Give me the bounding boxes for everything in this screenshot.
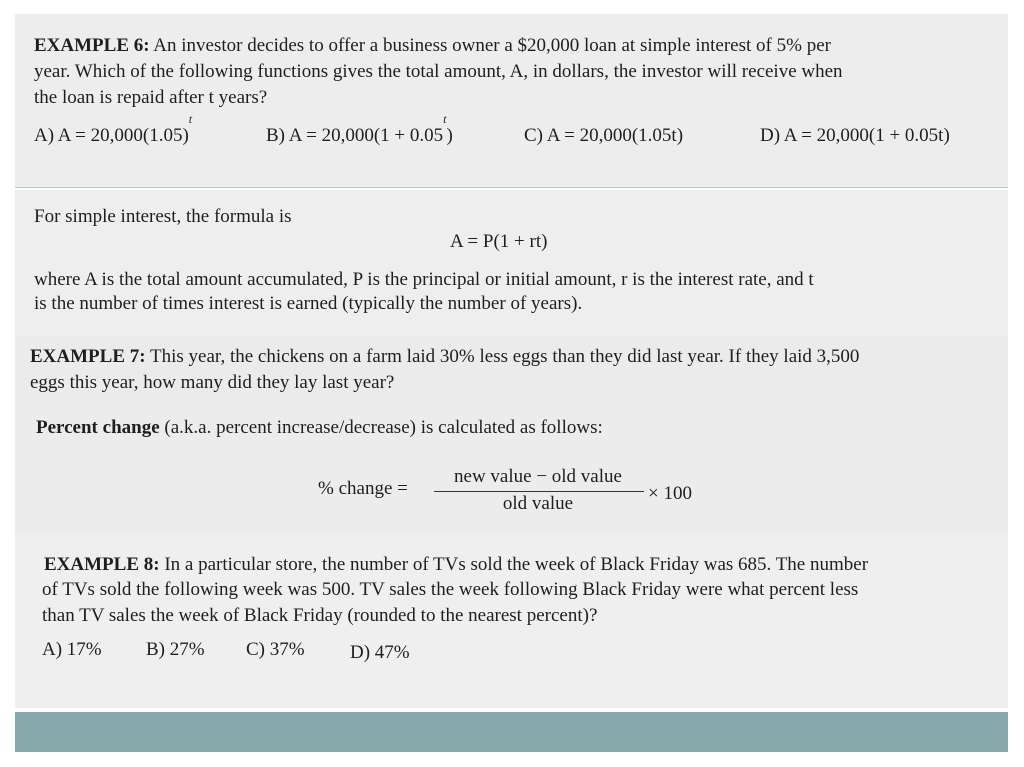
example-6-choice-a: A) $A = 20,000(1.05)^t$ xyxy=(34,112,193,146)
percent-change-denominator: old value xyxy=(502,493,574,514)
example-7-label: EXAMPLE 7: xyxy=(30,346,146,367)
example-6-choice-d: D) A = 20,000(1 + 0.05t) xyxy=(760,125,950,146)
example-6-line-2: year. Which of the following functions gives the total amount, A, in dollars, the investor will receive when xyxy=(34,61,843,82)
example-8-choice-d: D) 47% xyxy=(350,642,410,663)
example-6-line-3: the loan is repaid after t years? xyxy=(34,87,268,108)
percent-change-lhs: % change = xyxy=(318,478,408,499)
fraction-bar xyxy=(434,491,644,492)
simple-interest-explanation-1: where A is the total amount accumulated, P is the principal or initial amount, r is the interest rate, and t xyxy=(34,269,814,290)
example-6-choice-b: B) $A = 20,000(1 + 0.05^t)$ xyxy=(266,112,453,146)
example-6-label: EXAMPLE 6: xyxy=(34,35,150,56)
example-8-choice-b: B) 27% xyxy=(146,639,205,660)
percent-change-multiplier: × 100 xyxy=(648,483,692,504)
footer-bar xyxy=(15,712,1008,752)
example-8-choice-a: A) 17% xyxy=(42,639,102,660)
example-7-line-2: eggs this year, how many did they lay last year? xyxy=(30,372,395,393)
simple-interest-explanation-2: is the number of times interest is earned (typically the number of years). xyxy=(34,293,583,314)
example-8-line-2: of TVs sold the following week was 500. TV sales the week following Black Friday were what percent less xyxy=(42,579,859,600)
percent-change-term: Percent change xyxy=(36,417,160,438)
example-8-label: EXAMPLE 8: xyxy=(44,554,160,575)
example-7-line-1: EXAMPLE 7: This year, the chickens on a farm laid 30% less eggs than they did last year. If they laid 3,500 xyxy=(30,346,860,367)
example-8-line-3: than TV sales the week of Black Friday (rounded to the nearest percent)? xyxy=(42,605,598,626)
example-8-choice-c: C) 37% xyxy=(246,639,305,660)
simple-interest-formula: A = P(1 + rt) xyxy=(450,231,548,252)
example-6-line-1: EXAMPLE 6: An investor decides to offer a business owner a $20,000 loan at simple interest of 5% per xyxy=(34,35,831,56)
example-6-choice-c: C) A = 20,000(1.05t) xyxy=(524,125,684,146)
percent-change-numerator: new value − old value xyxy=(454,466,622,487)
example-8-line-1: EXAMPLE 8: In a particular store, the number of TVs sold the week of Black Friday was 685. The number xyxy=(44,554,869,575)
simple-interest-intro: For simple interest, the formula is xyxy=(34,206,292,227)
percent-change-definition: Percent change (a.k.a. percent increase/decrease) is calculated as follows: xyxy=(36,417,603,438)
